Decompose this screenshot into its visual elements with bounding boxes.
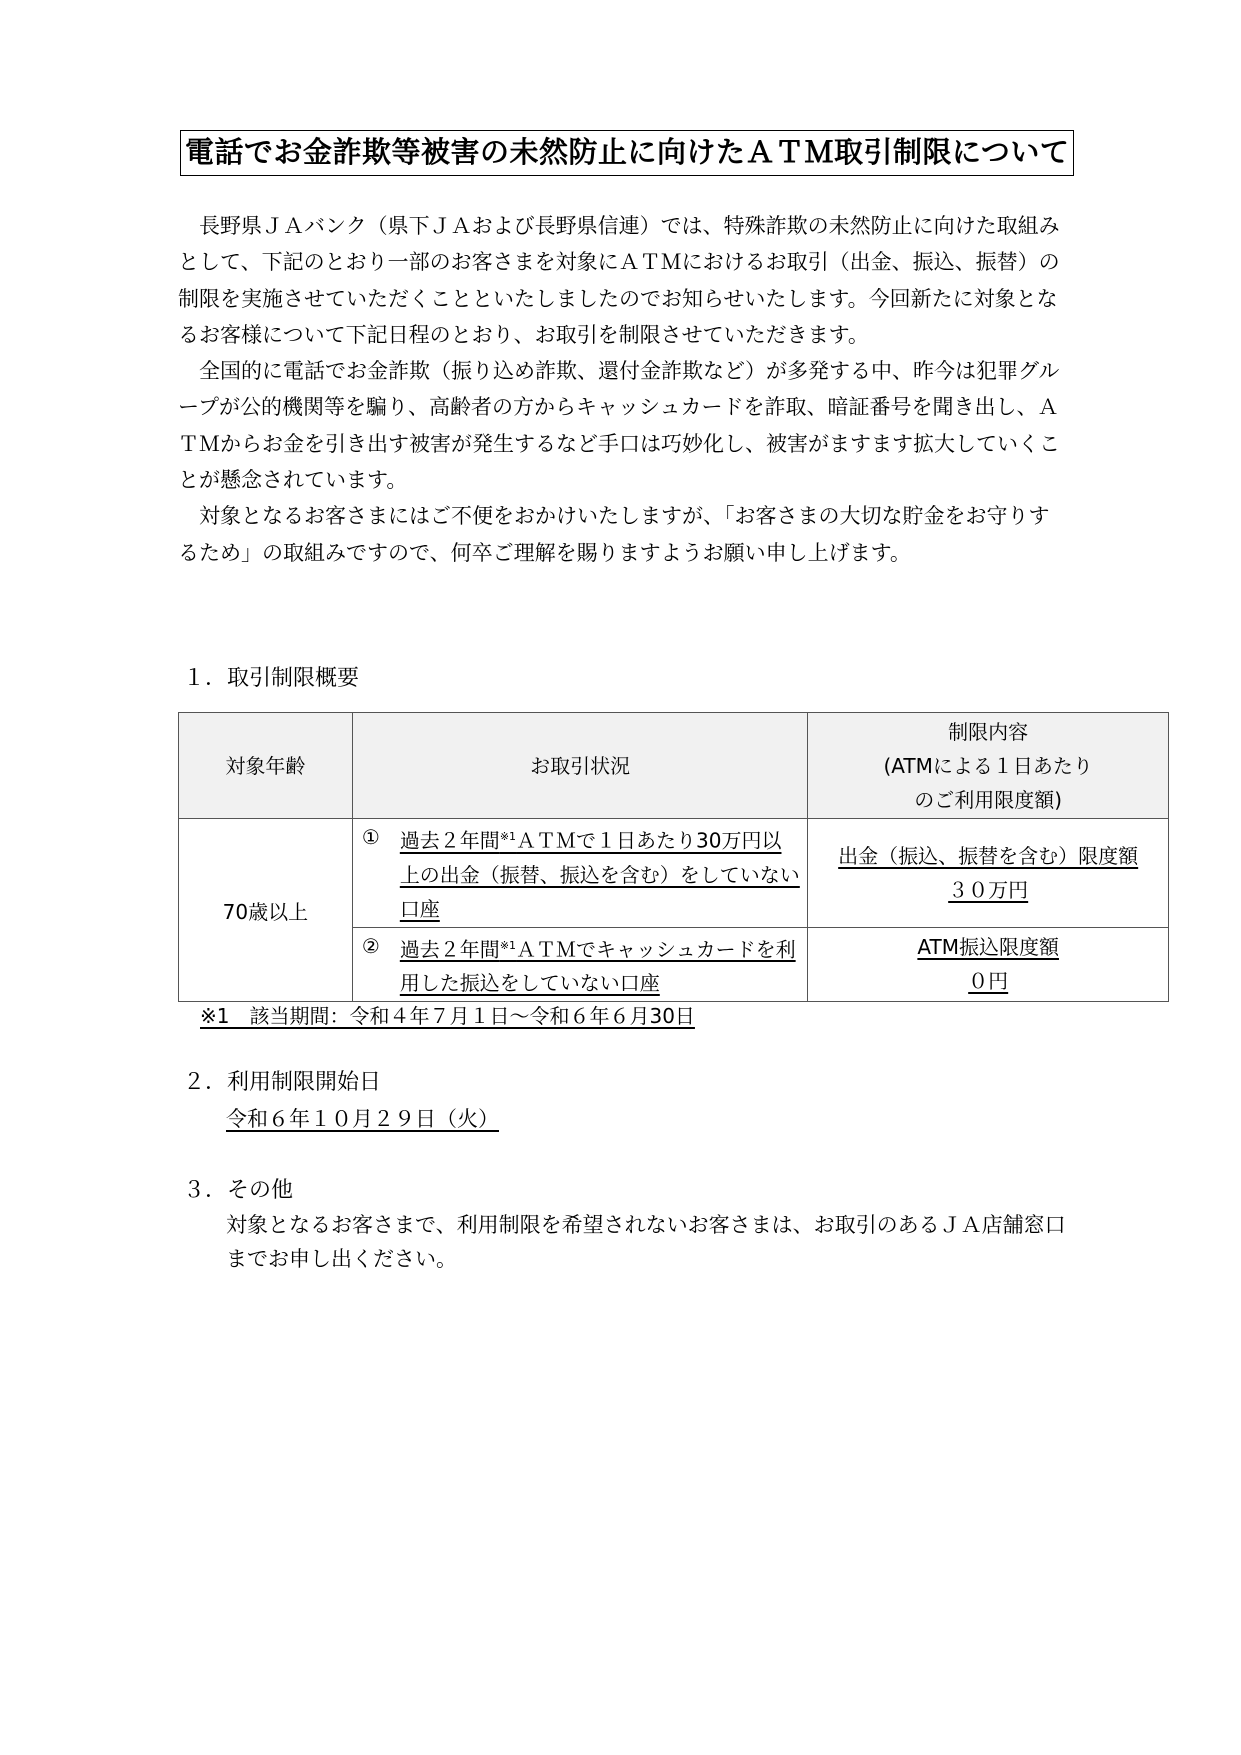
condition-1-detail: ＡＴＭで１日あたり30万円以上の出金（振替、振込を含む）をしていない口座 bbox=[399, 828, 800, 921]
footnote-mark-1: ※1 bbox=[499, 830, 517, 843]
condition-cell-2 bbox=[352, 927, 808, 1002]
condition-number-2: ② bbox=[361, 933, 380, 958]
restriction-table bbox=[178, 712, 1169, 1002]
header-status: お取引状況 bbox=[352, 713, 808, 819]
page-title: 電話でお金詐欺等被害の未然防止に向けたＡＴＭ取引制限について bbox=[180, 130, 1074, 176]
condition-number-1: ① bbox=[361, 825, 380, 849]
title-box bbox=[180, 130, 1074, 176]
condition-1-period: 過去２年間 bbox=[399, 828, 500, 853]
header-limit-line-3: のご利用限度額) bbox=[914, 787, 1063, 812]
age-cell: 70歳以上 bbox=[179, 819, 353, 1002]
start-date bbox=[226, 1102, 499, 1136]
footnote: ※1 該当期間：令和４年７月１日～令和６年６月30日 bbox=[200, 1004, 695, 1028]
other-notes: 対象となるお客さまで、利用制限を希望されないお客さまは、お取引のあるＪＡ店舗窓口までお申し出ください。 bbox=[226, 1213, 1066, 1271]
condition-2-period: 過去２年間 bbox=[399, 937, 500, 962]
intro-text bbox=[178, 208, 1068, 571]
limit-1-label: 出金（振込、振替を含む）限度額 bbox=[838, 843, 1139, 868]
limit-cell-1 bbox=[808, 819, 1169, 928]
condition-text-1 bbox=[400, 820, 801, 926]
footnote-mark-2: ※1 bbox=[499, 938, 517, 952]
condition-2-detail: ＡＴＭでキャッシュカードを利用した振込をしていない口座 bbox=[399, 937, 796, 996]
header-limit-line-2: (ATMによる１日あたり bbox=[883, 753, 1093, 778]
header-age: 対象年齢 bbox=[179, 713, 353, 819]
limit-2-amount: ０円 bbox=[968, 969, 1009, 994]
start-date-text: 令和６年１０月２９日（火） bbox=[226, 1107, 499, 1131]
intro-paragraph-3: 対象となるお客さまにはご不便をおかけいたしますが、「お客さまの大切な貯金をお守りするため」の取組みですので、何卒ご理解を賜りますようお願い申し上げます。 bbox=[178, 504, 1050, 565]
header-limit-line-1: 制限内容 bbox=[948, 719, 1029, 744]
section-3-heading: ３．その他 bbox=[183, 1178, 294, 1203]
section-1-heading: １．取引制限概要 bbox=[183, 666, 360, 691]
section-2-heading: ２．利用制限開始日 bbox=[183, 1070, 382, 1095]
header-limit bbox=[808, 713, 1169, 819]
condition-cell-1 bbox=[352, 819, 808, 928]
intro-paragraph-2: 全国的に電話でお金詐欺（振り込め詐欺、還付金詐欺など）が多発する中、昨今は犯罪グループが公的機関等を騙り、高齢者の方からキャッシュカードを詐取、暗証番号を聞き出し、ＡＴＭからお金を引き出す被害が発生するなど手口は巧妙化し、被害がますます拡大していくことが懸念されています。 bbox=[178, 359, 1060, 493]
limit-cell-2 bbox=[808, 927, 1169, 1002]
intro-paragraph-1: 長野県ＪＡバンク（県下ＪＡおよび長野県信連）では、特殊詐欺の未然防止に向けた取組みとして、下記のとおり一部のお客さまを対象にＡＴＭにおけるお取引（出金、振込、振替）の制限を実施させていただくことといたしましたのでお知らせいたします。今回新たに対象となるお客様について下記日程のとおり、お取引を制限させていただきます。 bbox=[178, 214, 1060, 347]
limit-1-amount: ３０万円 bbox=[948, 877, 1029, 902]
limit-2-label: ATM振込限度額 bbox=[917, 935, 1059, 960]
condition-text-2 bbox=[400, 929, 801, 1001]
